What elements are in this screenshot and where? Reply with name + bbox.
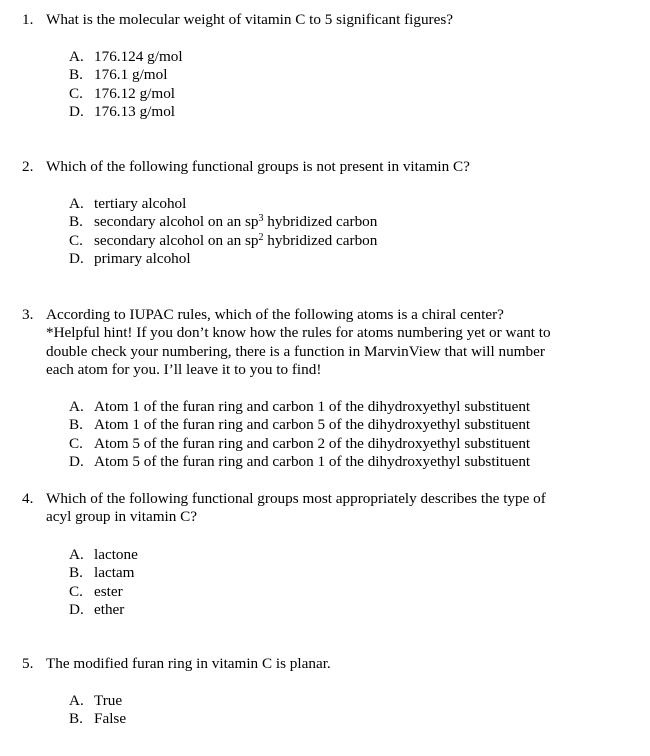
- option-text: [94, 213, 377, 231]
- option-letter: C.: [69, 84, 83, 102]
- option-letter: D.: [69, 250, 84, 268]
- option-letter: B.: [69, 66, 83, 84]
- option-text-main: secondary alcohol on an sp: [94, 213, 259, 231]
- question-text-line: Which of the following functional groups most appropriately describes the type of: [46, 490, 546, 507]
- option-text-rest: hybridized carbon: [263, 213, 378, 231]
- option-text: Atom 1 of the furan ring and carbon 1 of the dihydroxyethyl substituent: [94, 398, 531, 415]
- question-text: What is the molecular weight of vitamin C to 5 significant figures?: [46, 11, 454, 28]
- option-letter: B.: [69, 416, 83, 434]
- question-number: 1.: [22, 11, 34, 28]
- option-letter: C.: [69, 582, 83, 600]
- option-letter: C.: [69, 434, 83, 452]
- option-letter: B.: [69, 213, 83, 231]
- option-letter: B.: [69, 710, 83, 728]
- question-text-line: double check your numbering, there is a function in MarvinView that will number: [46, 342, 545, 360]
- question-number: 5.: [22, 655, 34, 672]
- option-text: 176.124 g/mol: [94, 48, 183, 65]
- option-text: 176.13 g/mol: [94, 103, 176, 121]
- question-text: Which of the following functional groups is not present in vitamin C?: [46, 158, 470, 175]
- option-text: ester: [94, 582, 123, 600]
- option-letter: A.: [69, 398, 84, 415]
- option-text: [94, 232, 377, 250]
- option-letter: D.: [69, 601, 84, 619]
- option-text: Atom 1 of the furan ring and carbon 5 of the dihydroxyethyl substituent: [94, 416, 531, 434]
- question-text: [46, 306, 606, 380]
- question-text-line: According to IUPAC rules, which of the following atoms is a chiral center?: [46, 306, 504, 323]
- question-text: The modified furan ring in vitamin C is planar.: [46, 655, 331, 672]
- option-text: ether: [94, 601, 125, 619]
- option-text: primary alcohol: [94, 250, 191, 268]
- option-text: Atom 5 of the furan ring and carbon 2 of the dihydroxyethyl substituent: [94, 434, 531, 452]
- option-letter: A.: [69, 48, 84, 65]
- option-text-rest: hybridized carbon: [263, 231, 378, 249]
- option-letter: C.: [69, 231, 83, 249]
- question-text-line: *Helpful hint! If you don’t know how the rules for atoms numbering yet or want to: [46, 324, 551, 342]
- question-text-line: acyl group in vitamin C?: [46, 508, 197, 526]
- option-text: True: [94, 692, 123, 709]
- option-text-main: secondary alcohol on an sp: [94, 231, 259, 249]
- option-letter: A.: [69, 546, 84, 563]
- hybridization-superscript: 2: [258, 231, 264, 243]
- option-text: Atom 5 of the furan ring and carbon 1 of the dihydroxyethyl substituent: [94, 453, 531, 471]
- option-text: False: [94, 710, 127, 728]
- option-text: 176.12 g/mol: [94, 84, 176, 102]
- question-number: 2.: [22, 158, 34, 175]
- option-text: tertiary alcohol: [94, 195, 187, 212]
- option-letter: D.: [69, 453, 84, 471]
- option-letter: D.: [69, 103, 84, 121]
- option-text: 176.1 g/mol: [94, 66, 168, 84]
- hybridization-superscript: 3: [258, 213, 264, 225]
- question-number: 3.: [22, 306, 34, 323]
- question-text-line: each atom for you. I’ll leave it to you to find!: [46, 361, 322, 379]
- option-letter: A.: [69, 692, 84, 709]
- option-text: lactam: [94, 564, 135, 582]
- question-number: 4.: [22, 490, 34, 507]
- option-letter: B.: [69, 564, 83, 582]
- option-text: lactone: [94, 546, 138, 563]
- option-letter: A.: [69, 195, 84, 212]
- question-text: [46, 490, 606, 527]
